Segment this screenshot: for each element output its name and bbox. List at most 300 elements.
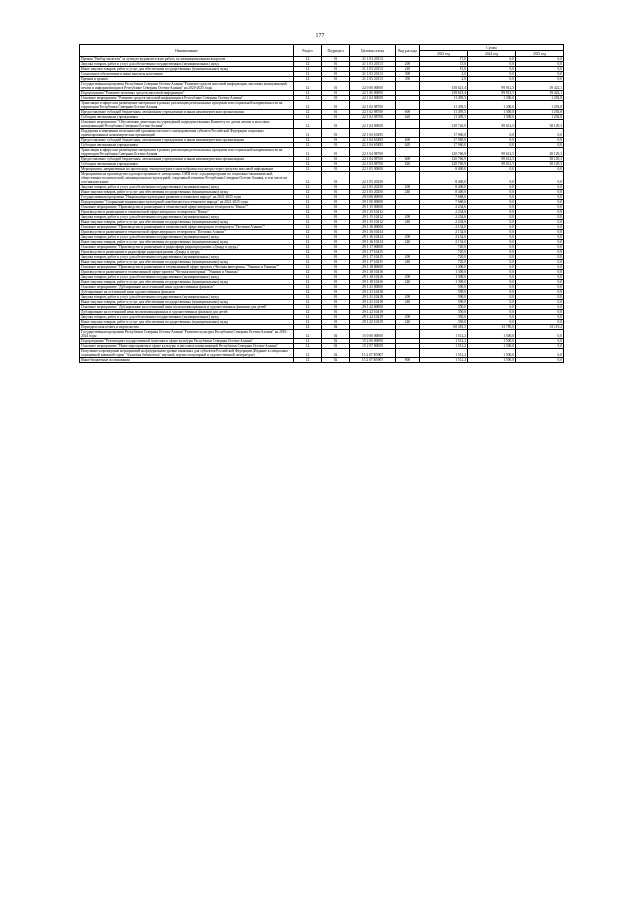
- row-subsection: 01: [322, 280, 350, 285]
- row-subsection: 01: [322, 230, 350, 235]
- row-sum-2024: 0,0: [468, 129, 516, 138]
- row-type: 200: [396, 62, 420, 67]
- row-sum-2024: 0,0: [468, 172, 516, 185]
- row-name: Закупка товаров, работ и услуг для обеспечения государственных (муниципальных) нужд: [80, 62, 294, 67]
- row-target: 22 1 02 98700: [350, 110, 396, 115]
- row-target: 22 0 00 00000: [350, 82, 396, 91]
- row-sum-2024: 0,0: [468, 255, 516, 260]
- row-sum-2023: 2,0: [420, 77, 468, 82]
- row-name: Трансляция в эфире или размещение материалов в рамках реализации региональных программ или социальной направленности на территории Республики Северная Осетия-Алания: [80, 148, 294, 157]
- row-type: 300: [396, 72, 420, 77]
- row-name: Иные закупки товаров, работ и услуг для обеспечения государственных (муниципальных) нужд: [80, 240, 294, 245]
- row-name: Производство и размещение в тематической сфере авторского телепроекта "Потомки Алании": [80, 230, 294, 235]
- row-target: 29 1 21 10418: [350, 295, 396, 300]
- table-row: [80, 172, 564, 185]
- row-target: 29 1 22 10419: [350, 310, 396, 315]
- row-sum-2023: 2 132,0: [420, 240, 468, 245]
- row-name: Иные закупки товаров, работ и услуг для обеспечения государственных (муниципальных) нужд: [80, 67, 294, 72]
- row-subsection: 01: [322, 240, 350, 245]
- row-sum-2025: 0,0: [516, 245, 564, 250]
- row-section: 12: [294, 275, 322, 280]
- row-target: 22 1 04 S5495: [350, 143, 396, 148]
- row-target: 29 1 16 10414: [350, 230, 396, 235]
- row-target: 21 1 03 20113: [350, 67, 396, 72]
- row-sum-2024: 0,0: [468, 265, 516, 270]
- row-sum-2024: 0,0: [468, 285, 516, 290]
- row-sum-2025: 0,0: [516, 235, 564, 240]
- row-subsection: 01: [322, 225, 350, 230]
- row-section: 12: [294, 129, 322, 138]
- row-section: 12: [294, 82, 322, 91]
- row-sum-2025: 1 292,8: [516, 96, 564, 101]
- row-type: 240: [396, 190, 420, 195]
- row-subsection: 02: [322, 339, 350, 344]
- row-target: 29 0 00 00000: [350, 195, 396, 200]
- row-sum-2024: 33 785,0: [468, 325, 516, 330]
- row-sum-2023: 350,0: [420, 315, 468, 320]
- row-sum-2023: 2 234,6: [420, 210, 468, 215]
- row-sum-2025: 0,0: [516, 358, 564, 363]
- row-sum-2023: 17,0: [420, 57, 468, 62]
- table-row: [80, 120, 564, 129]
- row-sum-2023: 590,0: [420, 300, 468, 305]
- row-subsection: 02: [322, 344, 350, 349]
- row-sum-2025: 0,0: [516, 129, 564, 138]
- row-subsection: 01: [322, 120, 350, 129]
- row-subsection: 01: [322, 310, 350, 315]
- row-section: 12: [294, 290, 322, 295]
- row-name: Основное мероприятие "Обеспечение деятельности учреждений подведомственных Комитету по делам печати и массовых коммуникаций Республики Северная Осетия-Алания": [80, 120, 294, 129]
- row-target: 29 1 21 00000: [350, 285, 396, 290]
- table-row: [80, 101, 564, 110]
- table-body: [80, 57, 564, 363]
- row-name: Закупка товаров, работ и услуг для обеспечения государственных (муниципальных) нужд: [80, 185, 294, 190]
- row-target: 29 1 17 10415: [350, 260, 396, 265]
- row-section: 12: [294, 185, 322, 190]
- row-sum-2025: 39 422,1: [516, 82, 564, 91]
- row-target: 22 1 04 98700: [350, 148, 396, 157]
- row-sum-2024: 0,0: [468, 280, 516, 285]
- row-sum-2025: 0,0: [516, 72, 564, 77]
- row-sum-2024: 0,0: [468, 245, 516, 250]
- row-subsection: 01: [322, 250, 350, 255]
- row-sum-2023: 2,0: [420, 72, 468, 77]
- row-type: 240: [396, 220, 420, 225]
- row-section: 12: [294, 295, 322, 300]
- row-name: Основное мероприятие "Иные мероприятия в сфере культуры и массовых коммуникаций Республики Северная Осетия-Алания": [80, 344, 294, 349]
- row-name: Производство и размещение в радиоэфире радиопрограммы «Дзырд и дзурд»: [80, 250, 294, 255]
- row-subsection: 01: [322, 305, 350, 310]
- row-sum-2025: 0,0: [516, 57, 564, 62]
- row-subsection: 01: [322, 115, 350, 120]
- row-section: 12: [294, 205, 322, 210]
- row-sum-2024: 0,0: [468, 72, 516, 77]
- row-subsection: 01: [322, 82, 350, 91]
- row-subsection: 01: [322, 101, 350, 110]
- row-sum-2023: 68 381,5: [420, 325, 468, 330]
- row-name: Получение и проведение мероприятий на федеральном уровне памятных для субъектов Российской Федерации (Издание в специально оснащенной книжной серии "Аланская библиотека" научной, научно-популярной и художественной литературы): [80, 349, 294, 358]
- row-target: 29 1 15 10412: [350, 220, 396, 225]
- row-target: 15 2 07 00000: [350, 344, 396, 349]
- row-type: 600: [396, 157, 420, 162]
- row-sum-2023: 2 234,6: [420, 220, 468, 225]
- row-type: 200: [396, 235, 420, 240]
- row-sum-2024: 0,0: [468, 290, 516, 295]
- table-row: [80, 349, 564, 358]
- row-name: Предоставление субсидий бюджетным, автономным учреждениям и иным некоммерческим организациям: [80, 110, 294, 115]
- row-sum-2024: 0,0: [468, 62, 516, 67]
- row-target: 29 1 22 10419: [350, 320, 396, 325]
- row-target: 22 1 05 00000: [350, 167, 396, 172]
- row-name: Субсидии автономным учреждениям: [80, 115, 294, 120]
- row-sum-2024: 0,0: [468, 225, 516, 230]
- row-sum-2023: 1 512,2: [420, 349, 468, 358]
- row-type: [396, 82, 420, 91]
- row-section: 12: [294, 300, 322, 305]
- row-target: 22 1 04 S5495: [350, 129, 396, 138]
- row-subsection: 01: [322, 235, 350, 240]
- row-name: Основное мероприятие "Производство и размещение в тематической сфере авторского телепроекта "Потомки Алании"": [80, 225, 294, 230]
- row-sum-2023: 720,0: [420, 250, 468, 255]
- row-sum-2025: 0,0: [516, 190, 564, 195]
- row-sum-2025: 0,0: [516, 167, 564, 172]
- row-name: Государственная программа Республики Северная Осетия-Алания "Развитие средств массовой информации, массовых коммуникаций, печати и информатизации в Республике Северная Осетия-Алания" на 2020-2025 годы: [80, 82, 294, 91]
- row-subsection: 01: [322, 320, 350, 325]
- row-section: 12: [294, 190, 322, 195]
- row-sum-2024: 1 300,0: [468, 110, 516, 115]
- row-target: 22 1 00 00000: [350, 91, 396, 96]
- row-section: 12: [294, 330, 322, 339]
- row-name: Подпрограмма "Реализация государственной политики в сфере культуры Республики Северная Осетия-Алания": [80, 339, 294, 344]
- row-section: 12: [294, 72, 322, 77]
- row-sum-2023: 17 960,0: [420, 138, 468, 143]
- row-sum-2025: 0,0: [516, 270, 564, 275]
- budget-table: [79, 44, 564, 363]
- row-section: 12: [294, 215, 322, 220]
- row-type: 240: [396, 300, 420, 305]
- row-subsection: 01: [322, 72, 350, 77]
- row-name: Дублирование на осетинский язык художественных фильмов: [80, 290, 294, 295]
- table-row: [80, 358, 564, 363]
- row-sum-2025: 0,0: [516, 290, 564, 295]
- row-sum-2024: 0,0: [468, 190, 516, 195]
- row-section: 12: [294, 162, 322, 167]
- row-target: 22 1 04 00000: [350, 120, 396, 129]
- row-name: Мероприятия на производство и распространение в электронных СМИ теле- и радиопрограмм по социально-экономической, общественно-политической, межнационально-культурной, спортивной тематике Республики Северная Осетия-Алания, в том числе на осетинском языке: [80, 172, 294, 185]
- row-name: Основное мероприятие "Развитие средств массовой информации в Республике Северная Осетия-Алания": [80, 96, 294, 101]
- row-sum-2025: 0,0: [516, 255, 564, 260]
- row-sum-2024: 0,0: [468, 138, 516, 143]
- row-sum-2025: 0,0: [516, 295, 564, 300]
- row-type: [396, 349, 420, 358]
- row-sum-2024: 0,0: [468, 77, 516, 82]
- row-sum-2024: 1 500,0: [468, 330, 516, 339]
- row-subsection: 01: [322, 185, 350, 190]
- row-subsection: 02: [322, 325, 350, 330]
- row-sum-2025: 0,0: [516, 230, 564, 235]
- row-sum-2023: 15,0: [420, 62, 468, 67]
- row-subsection: 01: [322, 300, 350, 305]
- row-sum-2024: 0,0: [468, 250, 516, 255]
- row-section: 12: [294, 138, 322, 143]
- row-sum-2023: 120 766,9: [420, 157, 468, 162]
- row-type: 800: [396, 358, 420, 363]
- row-sum-2023: 2 234,6: [420, 205, 468, 210]
- row-target: 29 1 22 10419: [350, 315, 396, 320]
- row-subsection: 01: [322, 260, 350, 265]
- row-section: 12: [294, 115, 322, 120]
- row-section: 12: [294, 210, 322, 215]
- row-name: Предоставление субсидий бюджетным, автономным учреждениям и иным некоммерческим организациям: [80, 138, 294, 143]
- row-section: 12: [294, 310, 322, 315]
- row-type: [396, 330, 420, 339]
- row-subsection: 01: [322, 255, 350, 260]
- row-section: 12: [294, 325, 322, 330]
- row-sum-2024: 1 300,0: [468, 101, 516, 110]
- row-section: 12: [294, 320, 322, 325]
- table-row: [80, 148, 564, 157]
- row-subsection: 01: [322, 290, 350, 295]
- row-sum-2023: 158 621,4: [420, 82, 468, 91]
- row-sum-2025: 0,0: [516, 172, 564, 185]
- row-subsection: 01: [322, 265, 350, 270]
- row-sum-2023: 2 132,0: [420, 230, 468, 235]
- row-type: 240: [396, 320, 420, 325]
- row-target: 15 2 07 R5907: [350, 349, 396, 358]
- row-target: 29 1 15 10412: [350, 215, 396, 220]
- row-subsection: 01: [322, 167, 350, 172]
- row-type: 240: [396, 67, 420, 72]
- row-target: 21 1 03 20113: [350, 62, 396, 67]
- row-sum-2024: 99 912,5: [468, 91, 516, 96]
- row-sum-2023: 1 512,2: [420, 344, 468, 349]
- row-sum-2023: 120 766,9: [420, 148, 468, 157]
- row-subsection: 01: [322, 275, 350, 280]
- row-section: 12: [294, 358, 322, 363]
- row-sum-2024: 0,0: [468, 57, 516, 62]
- row-target: 22 1 04 98700: [350, 162, 396, 167]
- row-target: 29 1 22 00000: [350, 305, 396, 310]
- row-sum-2023: 8 400,0: [420, 167, 468, 172]
- row-section: 12: [294, 77, 322, 82]
- row-subsection: 01: [322, 285, 350, 290]
- row-type: 240: [396, 240, 420, 245]
- row-sum-2025: 0,0: [516, 143, 564, 148]
- row-sum-2025: 0,0: [516, 280, 564, 285]
- row-subsection: 01: [322, 67, 350, 72]
- row-sum-2025: 0,0: [516, 300, 564, 305]
- row-sum-2023: 590,0: [420, 285, 468, 290]
- row-sum-2023: 17 960,0: [420, 129, 468, 138]
- row-section: 12: [294, 235, 322, 240]
- row-sum-2023: 17 960,0: [420, 143, 468, 148]
- row-target: 22 1 02 98700: [350, 115, 396, 120]
- row-target: 29 1 16 10414: [350, 235, 396, 240]
- row-subsection: 01: [322, 57, 350, 62]
- row-sum-2023: 720,0: [420, 245, 468, 250]
- row-name: Основное мероприятие "Дублирование на осетинский язык художественных фильмов": [80, 285, 294, 290]
- row-target: 15 0 00 00000: [350, 330, 396, 339]
- row-sum-2024: 0,0: [468, 300, 516, 305]
- row-subsection: 01: [322, 138, 350, 143]
- row-target: 29 1 18 10416: [350, 275, 396, 280]
- row-section: 12: [294, 315, 322, 320]
- row-section: 12: [294, 148, 322, 157]
- row-type: 200: [396, 295, 420, 300]
- row-sum-2024: 1 500,0: [468, 339, 516, 344]
- row-subsection: 02: [322, 349, 350, 358]
- row-sum-2024: 0,0: [468, 215, 516, 220]
- row-section: 12: [294, 110, 322, 115]
- row-sum-2023: 8 400,0: [420, 185, 468, 190]
- row-subsection: 01: [322, 129, 350, 138]
- row-target: 29 1 17 10415: [350, 255, 396, 260]
- row-sum-2024: 0,0: [468, 295, 516, 300]
- row-sum-2025: 0,0: [516, 330, 564, 339]
- row-subsection: 02: [322, 330, 350, 339]
- row-name: Основное мероприятие "Производство и размещение в радиоэфире радиопрограммы «Дзырд и дзурд»": [80, 245, 294, 250]
- row-sum-2023: 1 512,2: [420, 339, 468, 344]
- row-name: Премии и гранты: [80, 77, 294, 82]
- row-section: 12: [294, 167, 322, 172]
- row-sum-2025: 1 292,8: [516, 110, 564, 115]
- row-subsection: 01: [322, 143, 350, 148]
- row-name: Государственная программа "Национально-культурное развитие осетинского народа" на 2021-2025 годы: [80, 195, 294, 200]
- row-sum-2024: 1 500,0: [468, 344, 516, 349]
- row-subsection: 01: [322, 295, 350, 300]
- row-target: 21 1 03 20113: [350, 72, 396, 77]
- row-sum-2025: 0,0: [516, 320, 564, 325]
- row-subsection: 01: [322, 96, 350, 101]
- row-target: 29 1 16 10414: [350, 240, 396, 245]
- row-name: Иные закупки товаров, работ и услуг для обеспечения государственных (муниципальных) нужд: [80, 260, 294, 265]
- row-sum-2025: 38 129,3: [516, 148, 564, 157]
- row-name: Основное мероприятие "Дублирование на осетинский язык мультипликационных и художественных фильмов для детей": [80, 305, 294, 310]
- row-subsection: 01: [322, 110, 350, 115]
- row-section: 12: [294, 200, 322, 205]
- row-sum-2023: 11 495,5: [420, 96, 468, 101]
- row-sum-2025: 0,0: [516, 210, 564, 215]
- row-section: 12: [294, 157, 322, 162]
- row-section: 12: [294, 255, 322, 260]
- row-sum-2025: 0,0: [516, 215, 564, 220]
- row-sum-2024: 0,0: [468, 235, 516, 240]
- row-section: 12: [294, 339, 322, 344]
- row-sum-2023: 158 621,4: [420, 91, 468, 96]
- row-sum-2024: 0,0: [468, 67, 516, 72]
- row-sum-2023: 350,0: [420, 305, 468, 310]
- table-row: [80, 82, 564, 91]
- row-sum-2023: 720,0: [420, 255, 468, 260]
- row-sum-2024: 98 612,5: [468, 120, 516, 129]
- row-section: 12: [294, 225, 322, 230]
- row-sum-2024: 0,0: [468, 220, 516, 225]
- row-sum-2024: 0,0: [468, 143, 516, 148]
- row-subsection: 01: [322, 190, 350, 195]
- row-sum-2024: 1 500,0: [468, 349, 516, 358]
- row-sum-2023: 7 668,6: [420, 195, 468, 200]
- row-sum-2023: 720,0: [420, 260, 468, 265]
- row-name: Поддержка в изменении исполнителей органами местного самоуправления субъекта Российской Федерации социально ориентированных некоммерческих организаций: [80, 129, 294, 138]
- row-name: Иные закупки товаров, работ и услуг для обеспечения государственных (муниципальных) нужд: [80, 300, 294, 305]
- row-sum-2025: 0,0: [516, 285, 564, 290]
- row-type: 200: [396, 315, 420, 320]
- row-type: 620: [396, 162, 420, 167]
- row-name: Иные закупки товаров, работ и услуг для обеспечения государственных (муниципальных) нужд: [80, 190, 294, 195]
- row-name: Мероприятия, направленные на пропаганду этнокультурного многообразия и культуры через средства массовой информации: [80, 167, 294, 172]
- row-section: 12: [294, 143, 322, 148]
- row-sum-2024: 1 500,0: [468, 358, 516, 363]
- row-sum-2023: 350,0: [420, 320, 468, 325]
- row-sum-2024: 0,0: [468, 195, 516, 200]
- row-target: 22 1 02 00000: [350, 96, 396, 101]
- row-sum-2025: 0,0: [516, 275, 564, 280]
- header-year-2025: 2025 год: [516, 51, 564, 57]
- row-target: 22 1 04 S5495: [350, 138, 396, 143]
- row-target: 22 1 05 20250: [350, 172, 396, 185]
- row-sum-2023: 8 400,0: [420, 190, 468, 195]
- row-name: Закупка товаров, работ и услуг для обеспечения государственных (муниципальных) нужд: [80, 235, 294, 240]
- row-subsection: 01: [322, 172, 350, 185]
- row-sum-2023: 2 234,6: [420, 215, 468, 220]
- row-name: Закупка товаров, работ и услуг для обеспечения государственных (муниципальных) нужд: [80, 295, 294, 300]
- row-target: 29 1 17 10415: [350, 250, 396, 255]
- row-type: [396, 172, 420, 185]
- row-name: Закупка товаров, работ и услуг для обеспечения государственных (муниципальных) нужд: [80, 275, 294, 280]
- row-name: Производство и размещение в телевизионной сфере проекта "Честная викторина" "Умники и Умницы": [80, 270, 294, 275]
- row-sum-2023: 11 495,5: [420, 115, 468, 120]
- row-sum-2025: 0,0: [516, 185, 564, 190]
- row-type: 200: [396, 275, 420, 280]
- row-sum-2023: 1 300,0: [420, 280, 468, 285]
- row-target: 15 2 00 00000: [350, 339, 396, 344]
- row-sum-2023: 1 512,2: [420, 358, 468, 363]
- row-type: [396, 101, 420, 110]
- row-section: 12: [294, 101, 322, 110]
- row-sum-2023: 590,0: [420, 295, 468, 300]
- row-sum-2024: 0,0: [468, 275, 516, 280]
- row-sum-2024: 1 300,0: [468, 96, 516, 101]
- row-sum-2025: 0,0: [516, 220, 564, 225]
- row-name: Закупка товаров, работ и услуг для обеспечения государственных (муниципальных) нужд: [80, 255, 294, 260]
- row-name: Субсидии автономным учреждениям: [80, 162, 294, 167]
- row-sum-2024: 0,0: [468, 200, 516, 205]
- row-target: 29 1 18 10416: [350, 270, 396, 275]
- row-subsection: 01: [322, 210, 350, 215]
- row-section: 12: [294, 62, 322, 67]
- row-name: Производство и размещение в тематической сфере авторского телепроекта "Нанао": [80, 210, 294, 215]
- row-section: 12: [294, 344, 322, 349]
- row-sum-2025: 0,0: [516, 310, 564, 315]
- row-type: [396, 148, 420, 157]
- row-subsection: 01: [322, 195, 350, 200]
- row-target: 29 1 21 10418: [350, 290, 396, 295]
- row-target: 29 1 16 00000: [350, 225, 396, 230]
- row-sum-2023: 15,0: [420, 67, 468, 72]
- row-type: 620: [396, 115, 420, 120]
- row-name: Иные закупки товаров, работ и услуг для обеспечения государственных (муниципальных) нужд: [80, 320, 294, 325]
- row-sum-2023: 2 132,0: [420, 235, 468, 240]
- row-sum-2024: 0,0: [468, 205, 516, 210]
- row-subsection: 01: [322, 315, 350, 320]
- row-type: 600: [396, 138, 420, 143]
- row-section: 12: [294, 120, 322, 129]
- row-sum-2025: 0,0: [516, 77, 564, 82]
- row-sum-2023: 120 766,9: [420, 162, 468, 167]
- row-sum-2025: 38 129,3: [516, 162, 564, 167]
- row-sum-2024: 98 612,5: [468, 157, 516, 162]
- row-target: 29 1 00 00000: [350, 200, 396, 205]
